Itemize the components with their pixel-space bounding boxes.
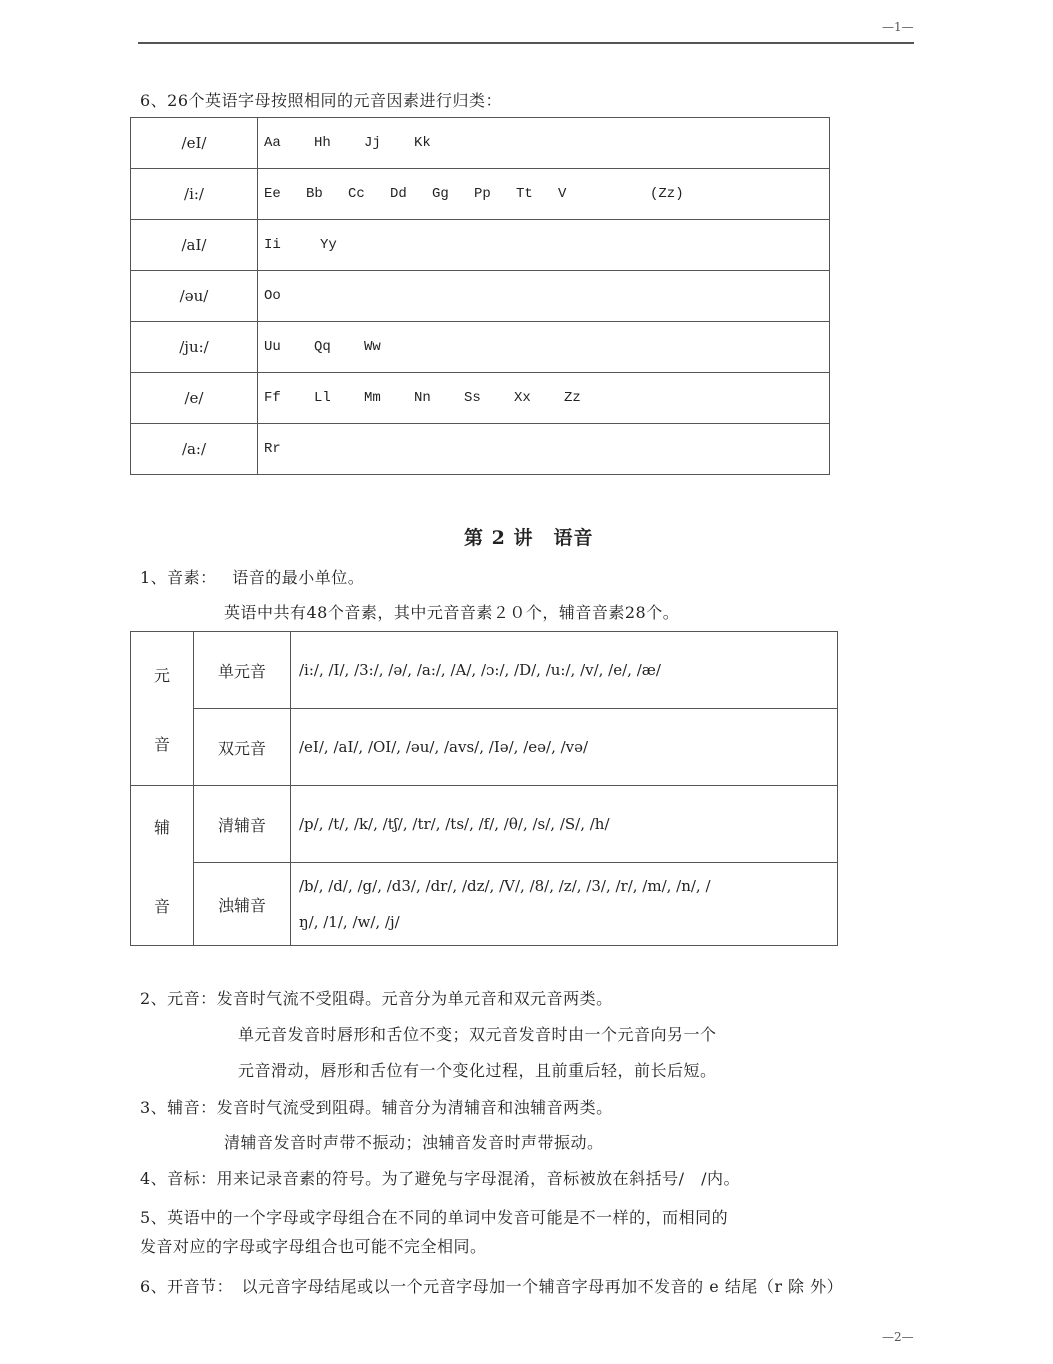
ipa-list: /eI/, /aI/, /OI/, /əu/, /avs/, /Iə/, /eə/, /və/ — [291, 709, 838, 786]
table-row — [131, 271, 830, 322]
table-row — [131, 322, 830, 373]
section-1-definition: 语音的最小单位。 — [232, 568, 365, 587]
letter-vowel-table — [130, 117, 830, 475]
vowel-symbol: /e/ — [131, 373, 258, 424]
section-1-detail: 英语中共有48个音素，其中元音音素２０个，辅音音素28个。 — [224, 603, 680, 622]
section-2-line2: 单元音发音时唇形和舌位不变；双元音发音时由一个元音向另一个 — [238, 1025, 717, 1044]
letter: Zz — [564, 390, 581, 406]
letter: Ss — [464, 390, 481, 406]
phoneme-table — [130, 631, 838, 946]
lecture-title: 第 2 讲 语音 — [464, 527, 594, 549]
consonant-group-cell — [131, 786, 194, 946]
letter: Dd — [390, 186, 407, 202]
row-type: 双元音 — [194, 709, 291, 786]
table-row — [131, 220, 830, 271]
letter: Yy — [320, 237, 337, 253]
section-1-line — [140, 565, 364, 588]
section-1-label: 1、音素： — [140, 568, 217, 587]
vowel-symbol: /ju:/ — [131, 322, 258, 373]
ipa-list: /i:/, /I/, /3:/, /ə/, /a:/, /A/, /ɔ:/, /D/, /u:/, /v/, /e/, /æ/ — [291, 632, 838, 709]
page-number-bottom: —2— — [882, 1330, 914, 1344]
letter: Jj — [364, 135, 381, 151]
ipa-line: ŋ/, /1/, /w/, /j/ — [299, 913, 400, 931]
ipa-list — [291, 863, 838, 946]
section-5-line2: 发音对应的字母或字母组合也可能不完全相同。 — [140, 1237, 487, 1256]
page-number-top: —1— — [882, 20, 914, 34]
vowel-symbol: /eI/ — [131, 118, 258, 169]
vowel-group-cell — [131, 632, 194, 786]
vowel-group-char: 音 — [153, 734, 170, 754]
ipa-list: /p/, /t/, /k/, /tʃ/, /tr/, /ts/, /f/, /θ/, /s/, /S/, /h/ — [291, 786, 838, 863]
letter: Ff — [264, 390, 281, 406]
vowel-symbol: /a:/ — [131, 424, 258, 475]
table-row — [131, 373, 830, 424]
table-row — [131, 632, 838, 709]
header-rule — [138, 42, 914, 44]
letter: Cc — [348, 186, 365, 202]
letter: Tt — [516, 186, 533, 202]
letter: Uu — [264, 339, 281, 355]
letter: (Zz) — [650, 186, 684, 202]
section-2-line1: 2、元音：发音时气流不受阻碍。元音分为单元音和双元音两类。 — [140, 989, 613, 1008]
letter: Aa — [264, 135, 281, 151]
vowel-symbol: /əu/ — [131, 271, 258, 322]
letter: Ll — [314, 390, 331, 406]
table-row — [131, 169, 830, 220]
consonant-group-char: 辅 — [153, 817, 170, 837]
table-row — [131, 709, 838, 786]
letter: V — [558, 186, 567, 202]
table-row — [131, 863, 838, 946]
table-row — [131, 786, 838, 863]
letter: Ii — [264, 237, 281, 253]
letter: Rr — [264, 441, 281, 457]
letter: Ww — [364, 339, 381, 355]
table-row — [131, 424, 830, 475]
section-3-line2: 清辅音发音时声带不振动；浊辅音发音时声带振动。 — [224, 1133, 604, 1152]
ipa-line: /b/, /d/, /g/, /d3/, /dr/, /dz/, /V/, /8/, /z/, /3/, /r/, /m/, /n/, / — [299, 877, 711, 895]
letter: Mm — [364, 390, 381, 406]
letter: Qq — [314, 339, 331, 355]
vowel-symbol: /aI/ — [131, 220, 258, 271]
letter: Kk — [414, 135, 431, 151]
row-type: 浊辅音 — [194, 863, 291, 946]
letter: Pp — [474, 186, 491, 202]
letter: Oo — [264, 288, 281, 304]
item-6-intro: 6、26个英语字母按照相同的元音因素进行归类： — [140, 91, 503, 110]
section-5-line1: 5、英语中的一个字母或字母组合在不同的单词中发音可能是不一样的，而相同的 — [140, 1208, 729, 1227]
section-6: 6、开音节： 以元音字母结尾或以一个元音字母加一个辅音字母再加不发音的 e 结尾（r 除 外） — [140, 1277, 844, 1296]
letter: Nn — [414, 390, 431, 406]
letter: Xx — [514, 390, 531, 406]
letter: Gg — [432, 186, 449, 202]
consonant-group-char: 音 — [153, 896, 170, 916]
vowel-group-char: 元 — [153, 665, 170, 685]
section-4: 4、音标：用来记录音素的符号。为了避免与字母混淆，音标被放在斜括号/ /内。 — [140, 1169, 740, 1188]
row-type: 单元音 — [194, 632, 291, 709]
section-2-line3: 元音滑动，唇形和舌位有一个变化过程，且前重后轻，前长后短。 — [238, 1061, 717, 1080]
letter: Hh — [314, 135, 331, 151]
vowel-symbol: /i:/ — [131, 169, 258, 220]
table-row — [131, 118, 830, 169]
letter: Bb — [306, 186, 323, 202]
row-type: 清辅音 — [194, 786, 291, 863]
section-3-line1: 3、辅音：发音时气流受到阻碍。辅音分为清辅音和浊辅音两类。 — [140, 1098, 613, 1117]
letter: Ee — [264, 186, 281, 202]
